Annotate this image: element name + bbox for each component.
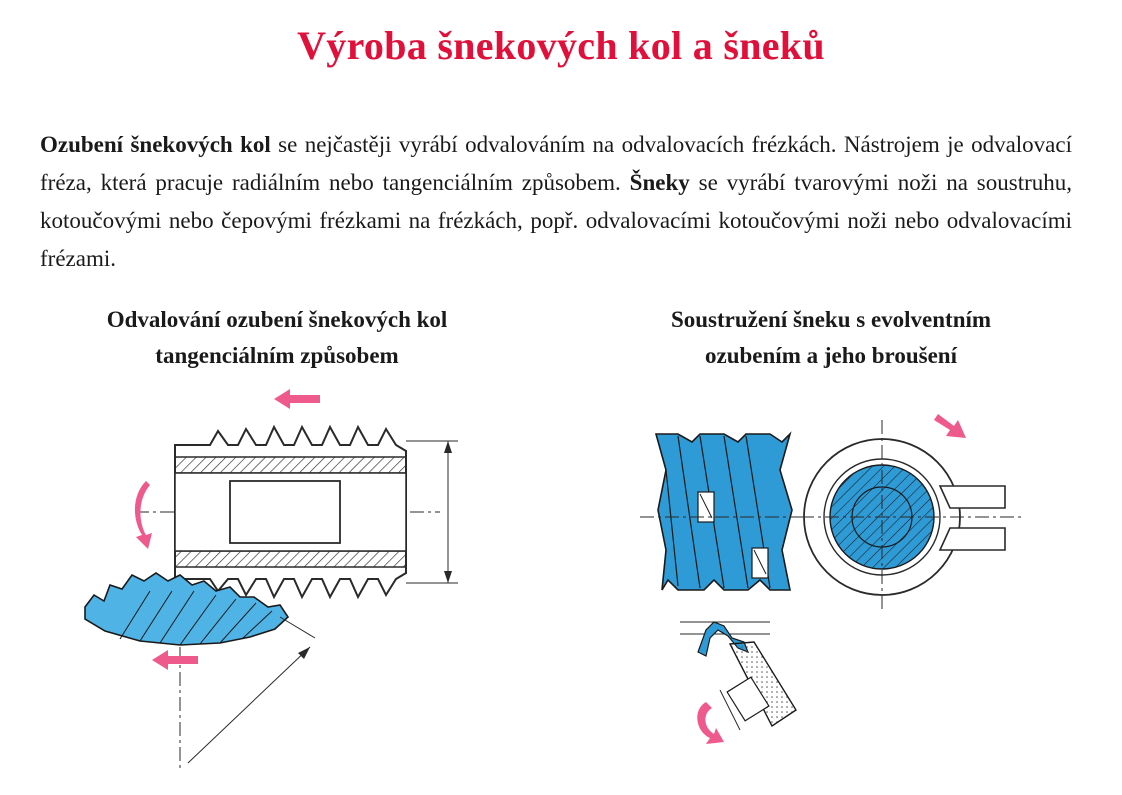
- hobbing-illustration: [60, 385, 480, 785]
- feed-arrow-top: [274, 389, 320, 409]
- right-figure-caption: [596, 302, 1066, 374]
- right-caption-line-2: ozubením a jeho broušení: [705, 343, 957, 368]
- hob-cutter: [175, 427, 406, 597]
- left-figure-caption: [42, 302, 512, 374]
- intro-text-2: se vyrábí tvarovými noži na soustruhu, kotoučovými nebo čepovými frézkami na frézkách, popř. odvalovacími kotoučovými noži nebo odvalovacími frézami.: [40, 170, 1072, 271]
- term-worms: Šneky: [629, 170, 690, 195]
- intro-paragraph: [40, 126, 1072, 278]
- gear-pitch-arc: [280, 617, 315, 638]
- radius-dimension-line: [188, 647, 310, 763]
- worm-threads: [656, 434, 792, 590]
- rotation-arrow-top-icon: [934, 414, 966, 438]
- left-caption-line-2: tangenciálním způsobem: [155, 343, 399, 368]
- term-worm-gears: Ozubení šnekových kol: [40, 132, 271, 157]
- feed-arrow-bottom: [152, 650, 198, 670]
- rotation-arrow-bottom-icon: [697, 702, 724, 744]
- page-title: Výroba šnekových kol a šneků: [297, 23, 825, 68]
- worm-gear-segment: [85, 573, 288, 645]
- rotation-arrow-icon: [135, 481, 152, 549]
- grinding-detail: [680, 622, 796, 730]
- intro-text-1: se nejčastěji vyrábí odvalováním na odvalovacích frézkách. Nástrojem je odvalovací fréza, která pracuje radiálním nebo tangenciálním způsobem.: [40, 132, 1072, 195]
- left-caption-line-1: Odvalování ozubení šnekových kol: [106, 307, 448, 332]
- right-caption-line-1: Soustružení šneku s evolventním: [670, 307, 992, 332]
- worm-turning-illustration: [620, 390, 1050, 790]
